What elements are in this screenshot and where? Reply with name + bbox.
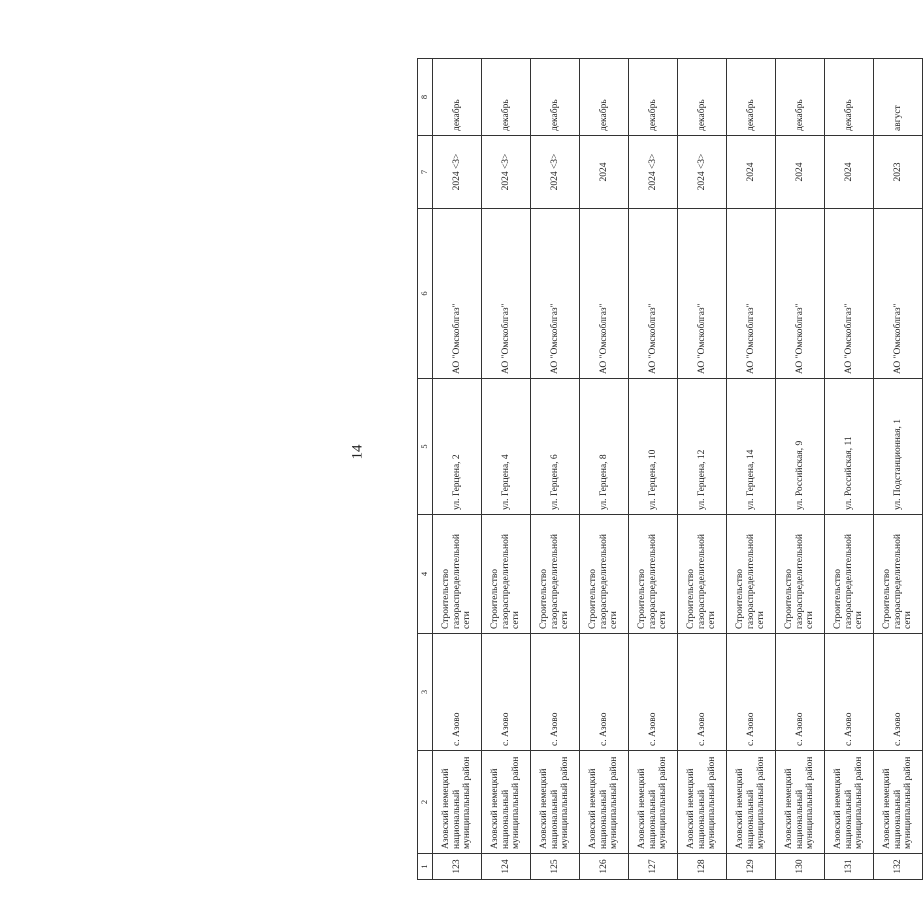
table-row	[678, 59, 727, 880]
gas-network-table	[417, 58, 923, 880]
work-cell: Строительство газораспределительной сети	[482, 515, 531, 634]
month-cell: декабрь	[482, 59, 531, 136]
work-cell: Строительство газораспределительной сети	[629, 515, 678, 634]
year-cell: 2024 <3>	[433, 136, 482, 209]
district-cell: Азовский немецкий национальный муниципальный район	[629, 751, 678, 854]
year-cell: 2024 <3>	[678, 136, 727, 209]
year-cell: 2024 <3>	[531, 136, 580, 209]
row-number: 131	[825, 854, 874, 880]
settlement-cell: с. Азово	[433, 634, 482, 751]
organization-cell: АО "Омскоблгаз"	[482, 209, 531, 379]
table-row	[482, 59, 531, 880]
work-cell: Строительство газораспределительной сети	[580, 515, 629, 634]
work-cell: Строительство газораспределительной сети	[433, 515, 482, 634]
row-number: 125	[531, 854, 580, 880]
address-cell: ул. Герцена, 10	[629, 379, 678, 515]
column-header-8: 8	[418, 59, 433, 136]
district-cell: Азовский немецкий национальный муниципальный район	[433, 751, 482, 854]
work-cell: Строительство газораспределительной сети	[727, 515, 776, 634]
column-header-7: 7	[418, 136, 433, 209]
column-header-6: 6	[418, 209, 433, 379]
row-number: 123	[433, 854, 482, 880]
month-cell: декабрь	[433, 59, 482, 136]
year-cell: 2024 <3>	[482, 136, 531, 209]
month-cell: декабрь	[727, 59, 776, 136]
district-cell: Азовский немецкий национальный муниципальный район	[825, 751, 874, 854]
work-cell: Строительство газораспределительной сети	[678, 515, 727, 634]
row-number: 126	[580, 854, 629, 880]
table-row	[874, 59, 923, 880]
settlement-cell: с. Азово	[825, 634, 874, 751]
organization-cell: АО "Омскоблгаз"	[727, 209, 776, 379]
column-header-2: 2	[418, 751, 433, 854]
address-cell: ул. Герцена, 6	[531, 379, 580, 515]
page-number: 14	[349, 444, 366, 460]
table-row	[776, 59, 825, 880]
month-cell: декабрь	[629, 59, 678, 136]
work-cell: Строительство газораспределительной сети	[531, 515, 580, 634]
year-cell: 2024 <3>	[629, 136, 678, 209]
settlement-cell: с. Азово	[874, 634, 923, 751]
organization-cell: АО "Омскоблгаз"	[433, 209, 482, 379]
settlement-cell: с. Азово	[727, 634, 776, 751]
organization-cell: АО "Омскоблгаз"	[776, 209, 825, 379]
year-cell: 2024	[776, 136, 825, 209]
row-number: 132	[874, 854, 923, 880]
organization-cell: АО "Омскоблгаз"	[825, 209, 874, 379]
address-cell: ул. Российская, 9	[776, 379, 825, 515]
address-cell: ул. Герцена, 12	[678, 379, 727, 515]
work-cell: Строительство газораспределительной сети	[825, 515, 874, 634]
district-cell: Азовский немецкий национальный муниципальный район	[776, 751, 825, 854]
month-cell: декабрь	[825, 59, 874, 136]
organization-cell: АО "Омскоблгаз"	[531, 209, 580, 379]
month-cell: декабрь	[531, 59, 580, 136]
year-cell: 2024	[727, 136, 776, 209]
organization-cell: АО "Омскоблгаз"	[874, 209, 923, 379]
organization-cell: АО "Омскоблгаз"	[580, 209, 629, 379]
year-cell: 2024	[580, 136, 629, 209]
column-header-5: 5	[418, 379, 433, 515]
row-number: 127	[629, 854, 678, 880]
work-cell: Строительство газораспределительной сети	[874, 515, 923, 634]
district-cell: Азовский немецкий национальный муниципальный район	[580, 751, 629, 854]
district-cell: Азовский немецкий национальный муниципальный район	[874, 751, 923, 854]
row-number: 129	[727, 854, 776, 880]
settlement-cell: с. Азово	[629, 634, 678, 751]
month-cell: декабрь	[580, 59, 629, 136]
district-cell: Азовский немецкий национальный муниципальный район	[482, 751, 531, 854]
settlement-cell: с. Азово	[531, 634, 580, 751]
table-row	[727, 59, 776, 880]
month-cell: декабрь	[776, 59, 825, 136]
column-header-1: 1	[418, 854, 433, 880]
address-cell: ул. Герцена, 2	[433, 379, 482, 515]
settlement-cell: с. Азово	[776, 634, 825, 751]
table-row	[531, 59, 580, 880]
column-header-3: 3	[418, 634, 433, 751]
address-cell: ул. Герцена, 8	[580, 379, 629, 515]
row-number: 130	[776, 854, 825, 880]
header-row	[418, 59, 433, 880]
district-cell: Азовский немецкий национальный муниципальный район	[678, 751, 727, 854]
district-cell: Азовский немецкий национальный муниципальный район	[531, 751, 580, 854]
table-row	[580, 59, 629, 880]
district-cell: Азовский немецкий национальный муниципальный район	[727, 751, 776, 854]
month-cell: август	[874, 59, 923, 136]
table-row	[629, 59, 678, 880]
address-cell: ул. Герцена, 14	[727, 379, 776, 515]
row-number: 128	[678, 854, 727, 880]
address-cell: ул. Герцена, 4	[482, 379, 531, 515]
year-cell: 2023	[874, 136, 923, 209]
address-cell: ул. Подстанционная, 1	[874, 379, 923, 515]
settlement-cell: с. Азово	[580, 634, 629, 751]
column-header-4: 4	[418, 515, 433, 634]
year-cell: 2024	[825, 136, 874, 209]
settlement-cell: с. Азово	[678, 634, 727, 751]
table-row	[825, 59, 874, 880]
organization-cell: АО "Омскоблгаз"	[629, 209, 678, 379]
work-cell: Строительство газораспределительной сети	[776, 515, 825, 634]
settlement-cell: с. Азово	[482, 634, 531, 751]
month-cell: декабрь	[678, 59, 727, 136]
address-cell: ул. Российская, 11	[825, 379, 874, 515]
organization-cell: АО "Омскоблгаз"	[678, 209, 727, 379]
table-row	[433, 59, 482, 880]
row-number: 124	[482, 854, 531, 880]
table-body	[433, 59, 923, 880]
